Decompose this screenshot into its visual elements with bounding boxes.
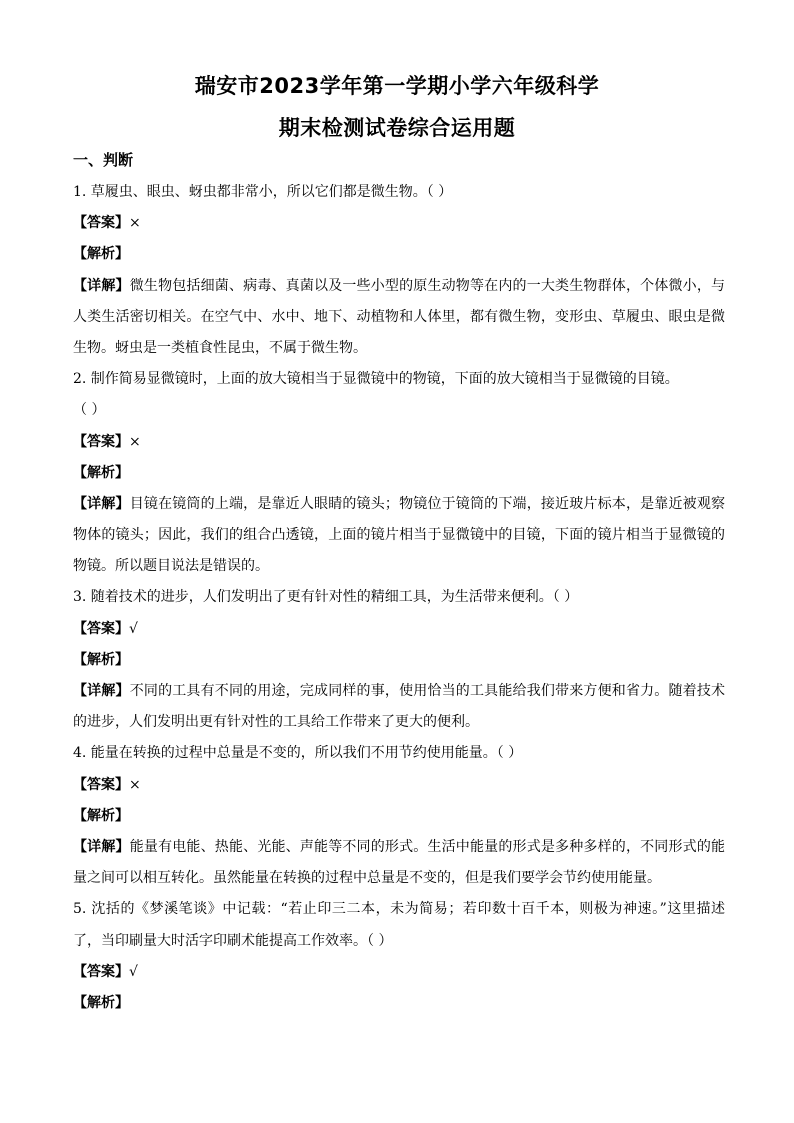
q3-question: 3. 随着技术的进步，人们发明出了更有针对性的精细工具，为生活带来便利。（ ） [73,589,579,606]
q2-detail-line-2: 物体的镜头；因此，我们的组合凸透镜，上面的镜片相当于显微镜中的目镜，下面的镜片相当于显微镜的 [73,527,725,544]
q4-question: 4. 能量在转换的过程中总量是不变的，所以我们不用节约使用能量。（ ） [73,745,523,762]
answer-label: 【答案】 [73,620,129,637]
answer-label: 【答案】 [73,963,129,980]
detail-label: 【详解】 [73,683,130,699]
q2-answer [73,427,725,458]
q3-detail-line-1: 【详解】不同的工具有不同的用途，完成同样的事，使用恰当的工具能给我们带来方便和省力。随着技术 [73,683,725,699]
q1-question: 1. 草履虫、眼虫、蚜虫都非常小，所以它们都是微生物。（ ） [73,184,453,200]
q4-answer-value: × [129,776,141,793]
q5-question-line-2: 了，当印刷量大时活字印刷术能提高工作效率。（ ） [73,932,393,949]
analysis-label: 【解析】 [73,246,129,263]
q1-detail-line-1: 【详解】微生物包括细菌、病毒、真菌以及一些小型的原生动物等在内的一大类生物群体，个体微小，与 [73,277,725,294]
q1-answer-value: × [129,215,141,232]
doc-title-line1: 瑞安市2023学年第一学期小学六年级科学 [194,74,600,98]
analysis-label: 【解析】 [73,464,129,481]
q1-answer [73,208,725,239]
analysis-label: 【解析】 [73,651,129,668]
q1-detail-line-3: 生物。蚜虫是一类植食性昆虫，不属于微生物。 [73,339,367,356]
q5-analysis-label [73,988,725,1019]
q4-answer [73,770,725,801]
q2-answer-value: × [129,433,141,450]
q3-detail-line-2: 的进步，人们发明出更有针对性的工具给工作带来了更大的便利。 [73,714,479,731]
analysis-label: 【解析】 [73,807,129,824]
q4-detail-line-2: 量之间可以相互转化。虽然能量在转换的过程中总量是不变的，但是我们要学会节约使用能量。 [73,870,661,887]
q4-analysis-label [73,801,725,832]
question-list [73,177,725,1019]
section-heading: 一、判断 [73,151,134,169]
q5-answer-value: √ [129,963,138,980]
q2-analysis-label [73,458,725,489]
q5-answer [73,957,725,988]
q3-answer-value: √ [129,620,138,637]
answer-label: 【答案】 [73,776,129,793]
q4-detail-line-1: 【详解】能量有电能、热能、光能、声能等不同的形式。生活中能量的形式是多种多样的，不同形式的能 [73,838,725,855]
answer-label: 【答案】 [73,215,129,232]
detail-label: 【详解】 [73,838,130,855]
q2-question-line-2: （ ） [73,402,106,419]
answer-label: 【答案】 [73,433,129,450]
q2-detail-line-1: 【详解】目镜在镜筒的上端，是靠近人眼睛的镜头；物镜位于镜筒的下端，接近玻片标本，是靠近被观察 [73,495,725,512]
detail-label: 【详解】 [73,495,130,512]
q1-analysis-label [73,239,725,270]
analysis-label: 【解析】 [73,994,129,1011]
doc-title-line2: 期末检测试卷综合运用题 [278,116,516,140]
detail-label: 【详解】 [73,277,130,294]
q5-question-line-1: 5. 沈括的《梦溪笔谈》中记载：“若止印三二本，未为简易；若印数十百千本，则极为神速。”这里描述 [73,901,725,918]
q2-detail-line-3: 物镜。所以题目说法是错误的。 [73,558,269,575]
q2-question-line-1: 2. 制作简易显微镜时，上面的放大镜相当于显微镜中的物镜，下面的放大镜相当于显微镜的目镜。 [73,371,679,388]
q3-answer [73,614,725,645]
q1-detail-line-2: 人类生活密切相关。在空气中、水中、地下、动植物和人体里，都有微生物，变形虫、草履虫、眼虫是微 [73,308,725,325]
q3-analysis-label [73,645,725,676]
